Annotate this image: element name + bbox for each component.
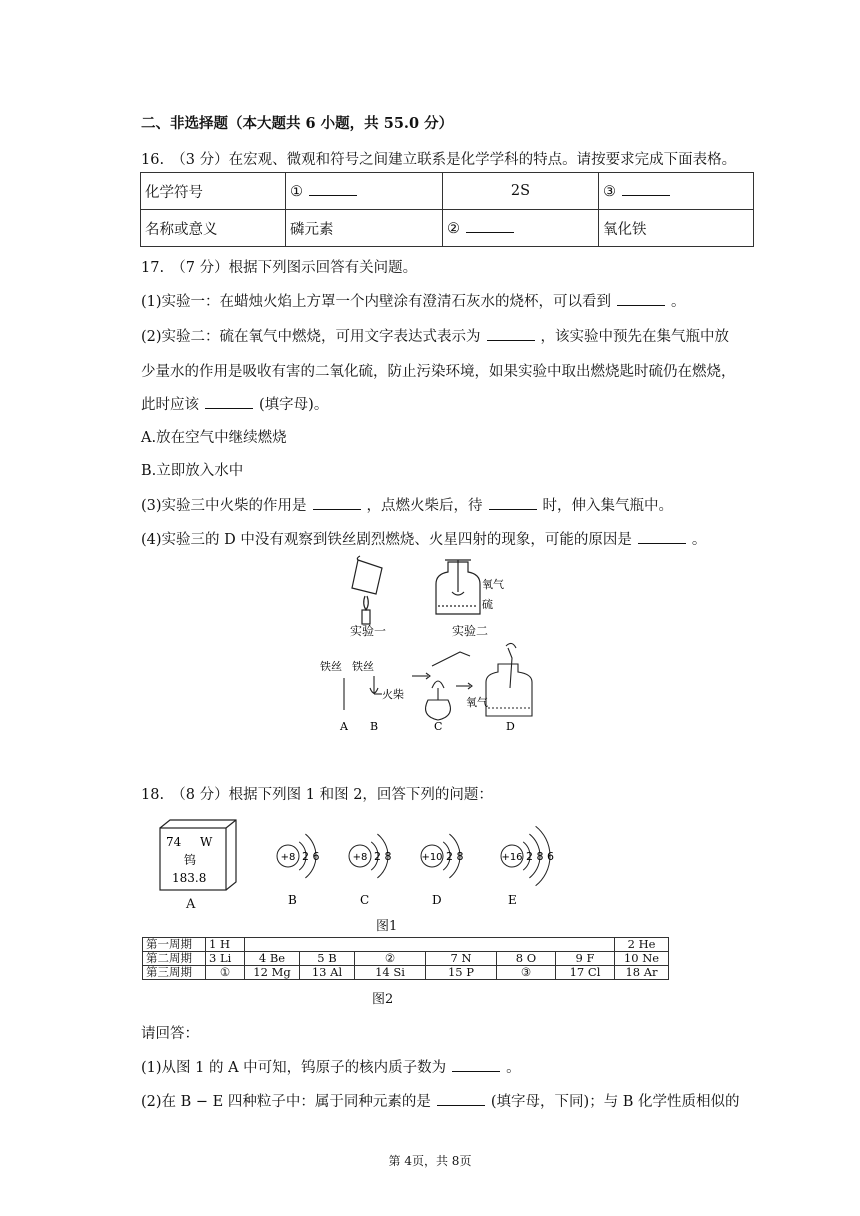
iron-wire-label-b: 铁丝 xyxy=(352,660,374,673)
atom-structure-diagrams xyxy=(268,814,588,910)
atomic-mass: 183.8 xyxy=(172,871,207,885)
atom-diagram-d xyxy=(421,834,464,907)
fig1-caption: 图1 xyxy=(376,919,398,934)
text: 此时应该 xyxy=(141,397,199,413)
element-cell: 10 Ne xyxy=(615,952,669,966)
prompt-text: 请回答： xyxy=(141,1026,199,1042)
answer-blank[interactable] xyxy=(205,396,253,409)
q17-stem: 17. （7 分）根据下列图示回答有关问题。 xyxy=(141,260,418,276)
element-cell: 17 Cl xyxy=(556,966,615,980)
element-cell: 7 N xyxy=(426,952,497,966)
q16-blank-label: ① xyxy=(290,183,303,200)
text: 时，伸入集气瓶中。 xyxy=(542,498,674,514)
sulfur-label: 硫 xyxy=(482,598,493,611)
text: (1)实验一：在蜡烛火焰上方罩一个内壁涂有澄清石灰水的烧杯，可以看到 xyxy=(141,294,612,310)
atomic-number: 74 xyxy=(166,835,182,849)
element-symbol: W xyxy=(200,835,213,849)
alcohol-lamp-illustration xyxy=(412,652,472,720)
element-cell: 14 Si xyxy=(355,966,426,980)
oxygen-label: 氧气 xyxy=(482,578,504,591)
periodic-table-excerpt xyxy=(142,937,669,980)
fig2-caption: 图2 xyxy=(372,992,394,1007)
element-name: 钨 xyxy=(184,853,197,867)
nucleus-charge: +8 xyxy=(280,852,296,863)
iron-wire-illustration xyxy=(344,676,382,710)
q16-table xyxy=(140,172,754,247)
q16-cell: 化学符号 xyxy=(141,173,286,210)
nucleus-charge: +10 xyxy=(421,852,443,863)
q18-line xyxy=(141,1056,521,1077)
answer-blank[interactable] xyxy=(617,293,665,306)
atom-diagram-b xyxy=(277,834,320,907)
atom-diagram-e xyxy=(501,826,554,907)
q17-line xyxy=(141,325,729,346)
element-cell: 15 P xyxy=(426,966,497,980)
text: (2)在 B − E 四种粒子中：属于同种元素的是 xyxy=(141,1094,431,1110)
q16-cell xyxy=(443,210,599,247)
section-title: 二、非选择题（本大题共 6 小题，共 55.0 分） xyxy=(141,115,454,132)
q16-blank-label: ② xyxy=(447,220,460,237)
label-a: A xyxy=(340,720,348,733)
text: ，该实验中预先在集气瓶中放 xyxy=(540,329,730,345)
nucleus-charge: +8 xyxy=(352,852,368,863)
tungsten-element-box xyxy=(158,818,240,894)
text: 。 xyxy=(506,1060,521,1076)
answer-blank[interactable] xyxy=(638,531,686,544)
q16-cell: 氧化铁 xyxy=(599,210,754,247)
q17-line xyxy=(141,494,673,515)
label-c: C xyxy=(434,720,443,733)
element-cell: 18 Ar xyxy=(615,966,669,980)
atom-diagram-c xyxy=(349,834,392,907)
answer-blank[interactable] xyxy=(487,328,535,341)
electron-counts: 2 8 xyxy=(374,850,392,863)
electron-counts: 2 6 xyxy=(302,850,320,863)
electron-counts: 2 8 xyxy=(446,850,464,863)
text: (1)从图 1 的 A 中可知，钨原子的核内质子数为 xyxy=(141,1060,447,1076)
answer-blank[interactable] xyxy=(452,1059,500,1072)
label-d: D xyxy=(506,720,515,733)
text: 。 xyxy=(691,532,707,548)
element-cell: 4 Be xyxy=(245,952,300,966)
atom-label: D xyxy=(432,893,442,907)
q16-cell: 2S xyxy=(443,173,599,210)
text: ，点燃火柴后，待 xyxy=(366,498,483,514)
atom-label: C xyxy=(360,893,370,907)
atom-label: B xyxy=(288,893,297,907)
option-b: B.立即放入水中 xyxy=(141,463,244,479)
q16-cell: 磷元素 xyxy=(286,210,443,247)
answer-blank[interactable] xyxy=(622,183,670,196)
element-cell: 9 F xyxy=(556,952,615,966)
element-cell: 12 Mg xyxy=(245,966,300,980)
q17-experiment-figure xyxy=(320,548,550,738)
q18-line xyxy=(141,1090,740,1111)
page-footer: 第 4页，共 8页 xyxy=(388,1154,472,1168)
element-cell: ② xyxy=(355,952,426,966)
nucleus-charge: +16 xyxy=(501,852,523,863)
text: (4)实验三的 D 中没有观察到铁丝剧烈燃烧、火星四射的现象，可能的原因是 xyxy=(141,532,632,548)
electron-counts: 2 8 6 xyxy=(526,850,554,863)
exp1-caption: 实验一 xyxy=(350,624,387,638)
element-cell: 8 O xyxy=(497,952,556,966)
period-name: 第一周期 xyxy=(143,938,206,952)
q16-cell: 名称或意义 xyxy=(141,210,286,247)
element-cell: 3 Li xyxy=(206,952,245,966)
option-a: A.放在空气中继续燃烧 xyxy=(141,430,287,446)
answer-blank[interactable] xyxy=(313,497,361,510)
answer-blank[interactable] xyxy=(309,183,357,196)
label-b: B xyxy=(370,720,379,733)
text: 。 xyxy=(671,294,686,310)
iron-wire-label-a: 铁丝 xyxy=(320,660,342,673)
match-label: 火柴 xyxy=(382,688,404,701)
fig1-label-a: A xyxy=(186,897,196,912)
q17-line xyxy=(141,393,328,414)
answer-blank[interactable] xyxy=(466,220,514,233)
text: (填字母，下同)；与 B 化学性质相似的 xyxy=(490,1094,740,1110)
text: (2)实验二：硫在氧气中燃烧，可用文字表达式表示为 xyxy=(141,329,481,345)
beaker-candle-illustration xyxy=(352,556,382,624)
element-cell: ③ xyxy=(497,966,556,980)
q16-cell xyxy=(599,173,754,210)
exp2-caption: 实验二 xyxy=(452,624,489,638)
gas-bottle-d-illustration xyxy=(486,643,532,716)
atom-label: E xyxy=(508,893,517,907)
gas-bottle-illustration xyxy=(436,560,480,614)
element-cell: 5 B xyxy=(300,952,355,966)
oxygen-label-d: 氧气 xyxy=(466,696,488,709)
element-cell: ① xyxy=(206,966,245,980)
text: (填字母)。 xyxy=(259,397,329,413)
answer-blank[interactable] xyxy=(489,497,537,510)
answer-blank[interactable] xyxy=(437,1093,485,1106)
element-cell: 2 He xyxy=(615,938,669,952)
period-name: 第三周期 xyxy=(143,966,206,980)
q16-blank-label: ③ xyxy=(603,183,616,200)
q17-line xyxy=(141,290,686,311)
element-cell: 13 Al xyxy=(300,966,355,980)
text: (3)实验三中火柴的作用是 xyxy=(141,498,307,514)
q16-stem: 16. （3 分）在宏观、微观和符号之间建立联系是化学学科的特点。请按要求完成下面表格。 xyxy=(141,152,737,168)
element-cell: 1 H xyxy=(206,938,245,952)
q17-line: 少量水的作用是吸收有害的二氧化硫，防止污染环境，如果实验中取出燃烧匙时硫仍在燃烧， xyxy=(141,364,736,380)
period-name: 第二周期 xyxy=(143,952,206,966)
q18-stem: 18. （8 分）根据下列图 1 和图 2，回答下列的问题： xyxy=(141,787,493,803)
q16-cell xyxy=(286,173,443,210)
q17-line xyxy=(141,528,706,549)
empty-cell xyxy=(245,938,615,952)
